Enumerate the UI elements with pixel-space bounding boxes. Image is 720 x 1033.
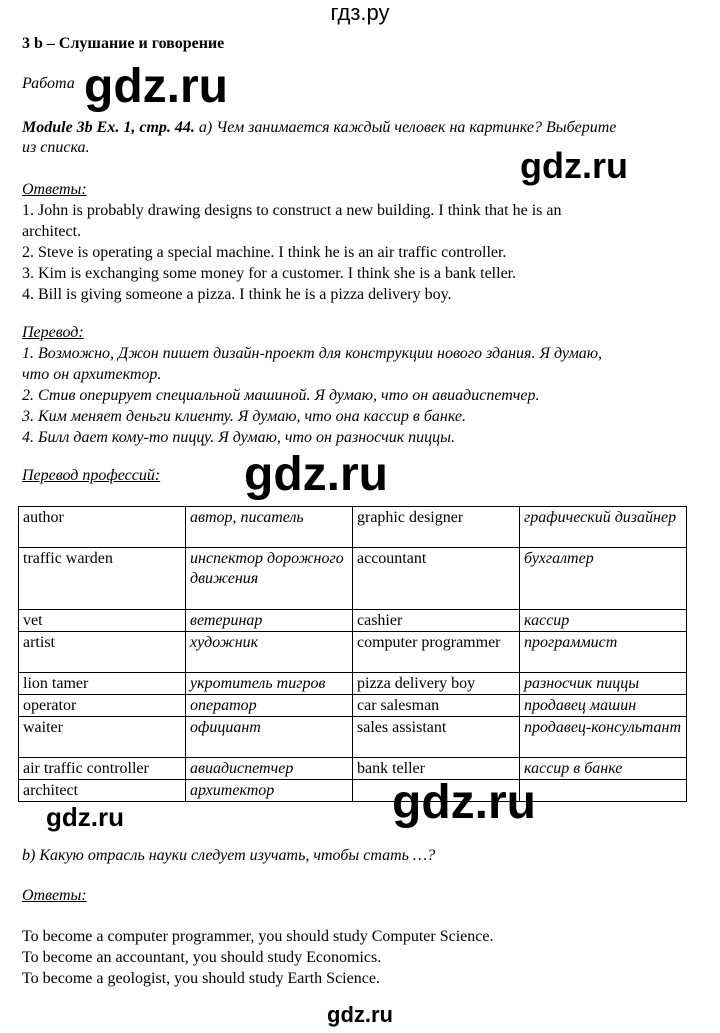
table-cell-ru: разносчик пиццы [520, 673, 687, 695]
table-cell-en: accountant [353, 548, 520, 610]
table-cell-en: traffic warden [19, 548, 186, 610]
table-cell-en: vet [19, 610, 186, 632]
answers-list [22, 200, 561, 305]
translation-line: 3. Ким меняет деньги клиенту. Я думаю, что она кассир в банке. [22, 408, 467, 425]
translation-line: что он архитектор. [22, 366, 162, 383]
table-row [19, 632, 687, 673]
answer-b-line: To become an accountant, you should study Economics. [22, 949, 382, 966]
table-cell-ru: ветеринар [186, 610, 353, 632]
table-row [19, 610, 687, 632]
table-cell-ru: продавец-консультант [520, 717, 687, 758]
table-cell-en: graphic designer [353, 507, 520, 548]
task-a-text: а) Чем занимается каждый человек на картинке? Выберите [194, 119, 617, 136]
table-cell-en: lion tamer [19, 673, 186, 695]
answer-b-line: To become a computer programmer, you should study Computer Science. [22, 928, 494, 945]
task-b: b) Какую отрасль науки следует изучать, чтобы стать …? [22, 847, 436, 864]
table-cell-ru: архитектор [186, 780, 353, 802]
table-cell-ru: кассир [520, 610, 687, 632]
translation-list [22, 343, 602, 448]
table-cell-en: air traffic controller [19, 758, 186, 780]
table-row [19, 548, 687, 610]
answer-line: 1. John is probably drawing designs to construct a new building. I think that he is an [22, 202, 562, 219]
table-row [19, 717, 687, 758]
answer-line: architect. [22, 223, 82, 240]
table-cell-en: operator [19, 695, 186, 717]
translation-line: 2. Стив оперирует специальной машиной. Я думаю, что он авиадиспетчер. [22, 387, 540, 404]
task-a-ref: Module 3b Ex. 1, стр. 44. [22, 119, 195, 136]
table-cell-ru: автор, писатель [186, 507, 353, 548]
watermark-logo: gdz.ru [46, 802, 124, 832]
task-a [22, 118, 702, 138]
translation-label: Перевод: [22, 324, 84, 341]
section-heading: 3 b – Слушание и говорение [22, 35, 225, 52]
task-a-text-2: из списка. [22, 139, 90, 156]
table-cell-ru: графический дизайнер [520, 507, 687, 548]
table-cell-ru: оператор [186, 695, 353, 717]
table-cell-ru: инспектор дорожного движения [186, 548, 353, 610]
table-row [19, 673, 687, 695]
table-cell-en: waiter [19, 717, 186, 758]
answer-line: 3. Kim is exchanging some money for a customer. I think she is a bank teller. [22, 265, 517, 282]
table-cell-en: pizza delivery boy [353, 673, 520, 695]
watermark-logo: gdz.ru [244, 448, 388, 501]
answers-b-list [22, 926, 493, 989]
table-cell-en: sales assistant [353, 717, 520, 758]
watermark-logo: gdz.ru [84, 60, 228, 113]
table-row [19, 758, 687, 780]
site-footer-logo: gdz.ru [327, 1002, 393, 1027]
answer-line: 4. Bill is giving someone a pizza. I think he is a pizza delivery boy. [22, 286, 452, 303]
table-cell-en: author [19, 507, 186, 548]
answer-line: 2. Steve is operating a special machine. I think he is an air traffic controller. [22, 244, 507, 261]
answers-label: Ответы: [22, 181, 87, 198]
work-label: Работа [22, 75, 75, 92]
table-row [19, 507, 687, 548]
answers-label-b: Ответы: [22, 887, 87, 904]
professions-table [18, 506, 687, 802]
table-row [19, 695, 687, 717]
table-row [19, 780, 687, 802]
table-cell-en: artist [19, 632, 186, 673]
table-cell-en: computer programmer [353, 632, 520, 673]
table-cell-ru: продавец машин [520, 695, 687, 717]
table-cell-ru [520, 780, 687, 802]
site-header-title: гдз.ру [330, 0, 390, 25]
table-cell-en: cashier [353, 610, 520, 632]
table-cell-ru: укротитель тигров [186, 673, 353, 695]
professions-label: Перевод профессий: [22, 467, 161, 484]
table-cell-en: bank teller [353, 758, 520, 780]
watermark-logo: gdz.ru [392, 776, 536, 829]
table-cell-ru: бухгалтер [520, 548, 687, 610]
table-cell-en: car salesman [353, 695, 520, 717]
table-cell-ru: программист [520, 632, 687, 673]
answer-b-line: To become a geologist, you should study Earth Science. [22, 970, 380, 987]
table-cell-en: architect [19, 780, 186, 802]
translation-line: 4. Билл дает кому-то пиццу. Я думаю, что он разносчик пиццы. [22, 429, 456, 446]
watermark-logo: gdz.ru [520, 145, 628, 186]
table-cell-ru: авиадиспетчер [186, 758, 353, 780]
translation-line: 1. Возможно, Джон пишет дизайн-проект для конструкции нового здания. Я думаю, [22, 345, 603, 362]
table-cell-ru: художник [186, 632, 353, 673]
table-cell-ru: кассир в банке [520, 758, 687, 780]
table-cell-ru: официант [186, 717, 353, 758]
